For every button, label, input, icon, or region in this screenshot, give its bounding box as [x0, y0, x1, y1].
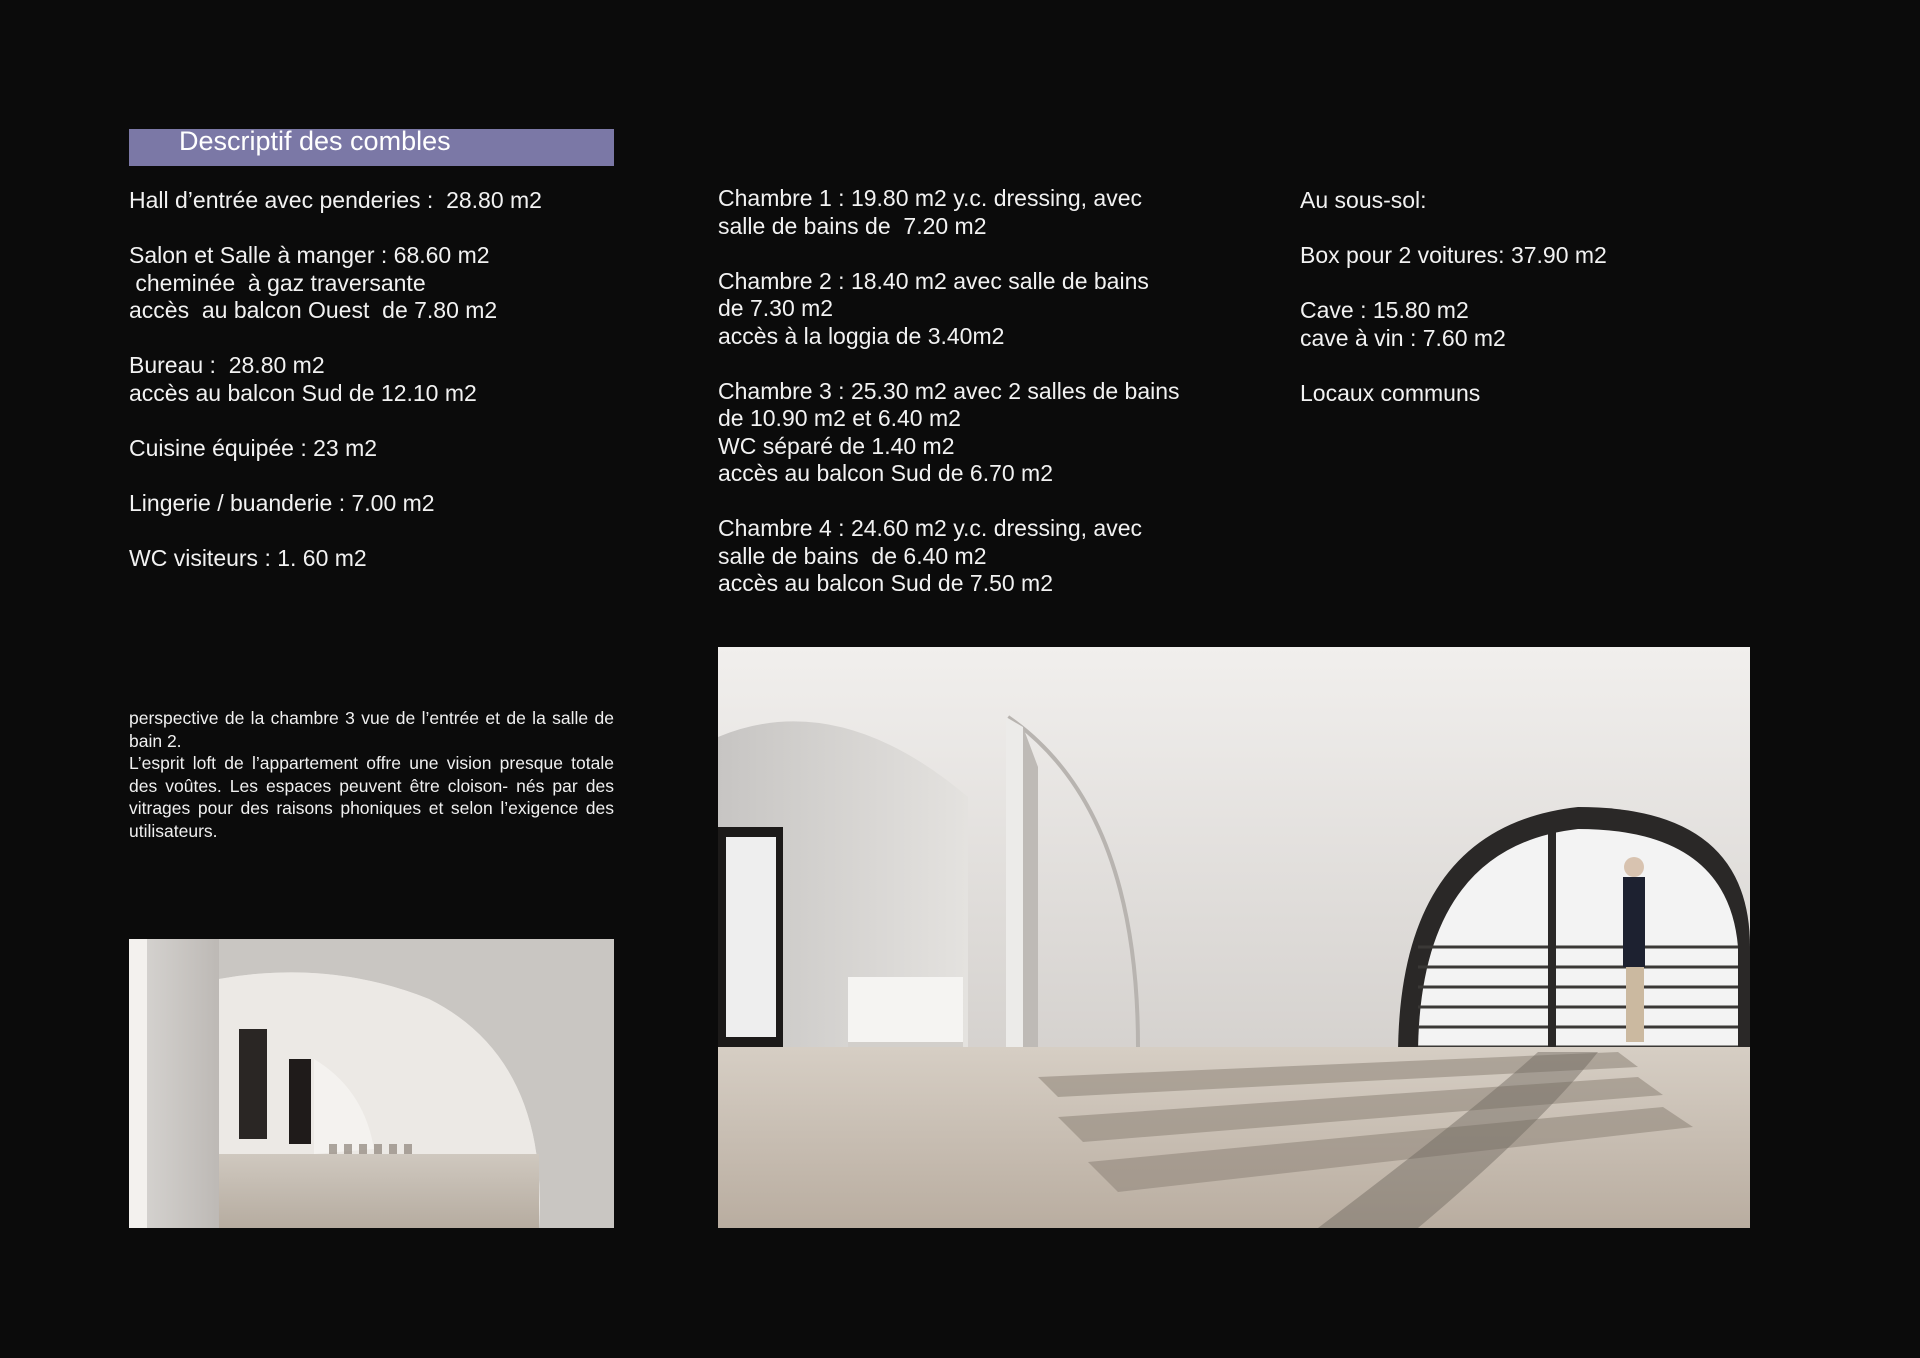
- column2-block: [718, 268, 1203, 351]
- column2-block: [718, 378, 1203, 488]
- text-line: cheminée à gaz traversante: [129, 269, 426, 296]
- perspective-render-small: [129, 939, 614, 1228]
- perspective-render-large: [718, 647, 1750, 1228]
- text-line: Chambre 1 : 19.80 m2 y.c. dressing, avec: [718, 185, 1142, 211]
- text-line: Au sous-sol:: [1300, 187, 1427, 213]
- text-line: de 7.30 m2: [718, 295, 834, 321]
- small-render-image: [129, 939, 614, 1228]
- column2-block: [718, 185, 1203, 240]
- text-line: Lingerie / buanderie : 7.00 m2: [129, 489, 435, 516]
- column1-block: [129, 490, 629, 518]
- text-line: cave à vin : 7.60 m2: [1300, 324, 1506, 351]
- section-title: Descriptif des combles: [179, 129, 451, 156]
- column-basement: [1300, 187, 1700, 435]
- text-line: accès au balcon Sud de 6.70 m2: [718, 460, 1054, 486]
- text-line: Salon et Salle à manger : 68.60 m2: [129, 242, 490, 268]
- text-line: salle de bains de 7.20 m2: [718, 212, 987, 239]
- text-line: Chambre 2 : 18.40 m2 avec salle de bains: [718, 267, 1149, 294]
- column1-block: [129, 435, 629, 463]
- text-line: Box pour 2 voitures: 37.90 m2: [1300, 242, 1607, 268]
- column3-block: [1300, 187, 1700, 215]
- caption-line: perspective de la chambre 3 vue de l’entrée et de la salle de bain 2.: [129, 708, 614, 751]
- text-line: Chambre 3 : 25.30 m2 avec 2 salles de bains: [718, 377, 1180, 404]
- column3-block: [1300, 297, 1700, 352]
- column1-block: [129, 352, 629, 407]
- column3-block: [1300, 380, 1700, 408]
- text-line: de 10.90 m2 et 6.40 m2: [718, 405, 961, 431]
- column-main-rooms: [129, 187, 629, 600]
- section-title-bar: [129, 129, 614, 166]
- text-line: salle de bains de 6.40 m2: [718, 542, 987, 569]
- large-render-image: [718, 647, 1750, 1228]
- text-line: Cuisine équipée : 23 m2: [129, 434, 378, 461]
- text-line: Locaux communs: [1300, 379, 1481, 406]
- text-line: WC visiteurs : 1. 60 m2: [129, 544, 367, 571]
- text-line: Chambre 4 : 24.60 m2 y.c. dressing, avec: [718, 515, 1142, 541]
- caption-line: L’esprit loft de l’appartement offre une vision presque totale des voûtes. Les espaces peuvent être cloison- nés par des vitrages pour des raisons phoniques et selon l’exigence des utilisateurs.: [129, 753, 614, 841]
- text-line: Bureau : 28.80 m2: [129, 352, 325, 378]
- text-line: Cave : 15.80 m2: [1300, 297, 1469, 323]
- column3-block: [1300, 242, 1700, 270]
- text-line: WC séparé de 1.40 m2: [718, 432, 955, 459]
- text-line: Hall d’entrée avec penderies : 28.80 m2: [129, 187, 542, 213]
- text-line: accès au balcon Ouest de 7.80 m2: [129, 297, 498, 323]
- column1-block: [129, 545, 629, 573]
- image-caption: [129, 707, 614, 842]
- column2-block: [718, 515, 1203, 598]
- column1-block: [129, 242, 629, 325]
- column-bedrooms: [718, 185, 1203, 625]
- column1-block: [129, 187, 629, 215]
- text-line: accès au balcon Sud de 7.50 m2: [718, 570, 1054, 596]
- text-line: accès au balcon Sud de 12.10 m2: [129, 379, 477, 406]
- text-line: accès à la loggia de 3.40m2: [718, 322, 1005, 349]
